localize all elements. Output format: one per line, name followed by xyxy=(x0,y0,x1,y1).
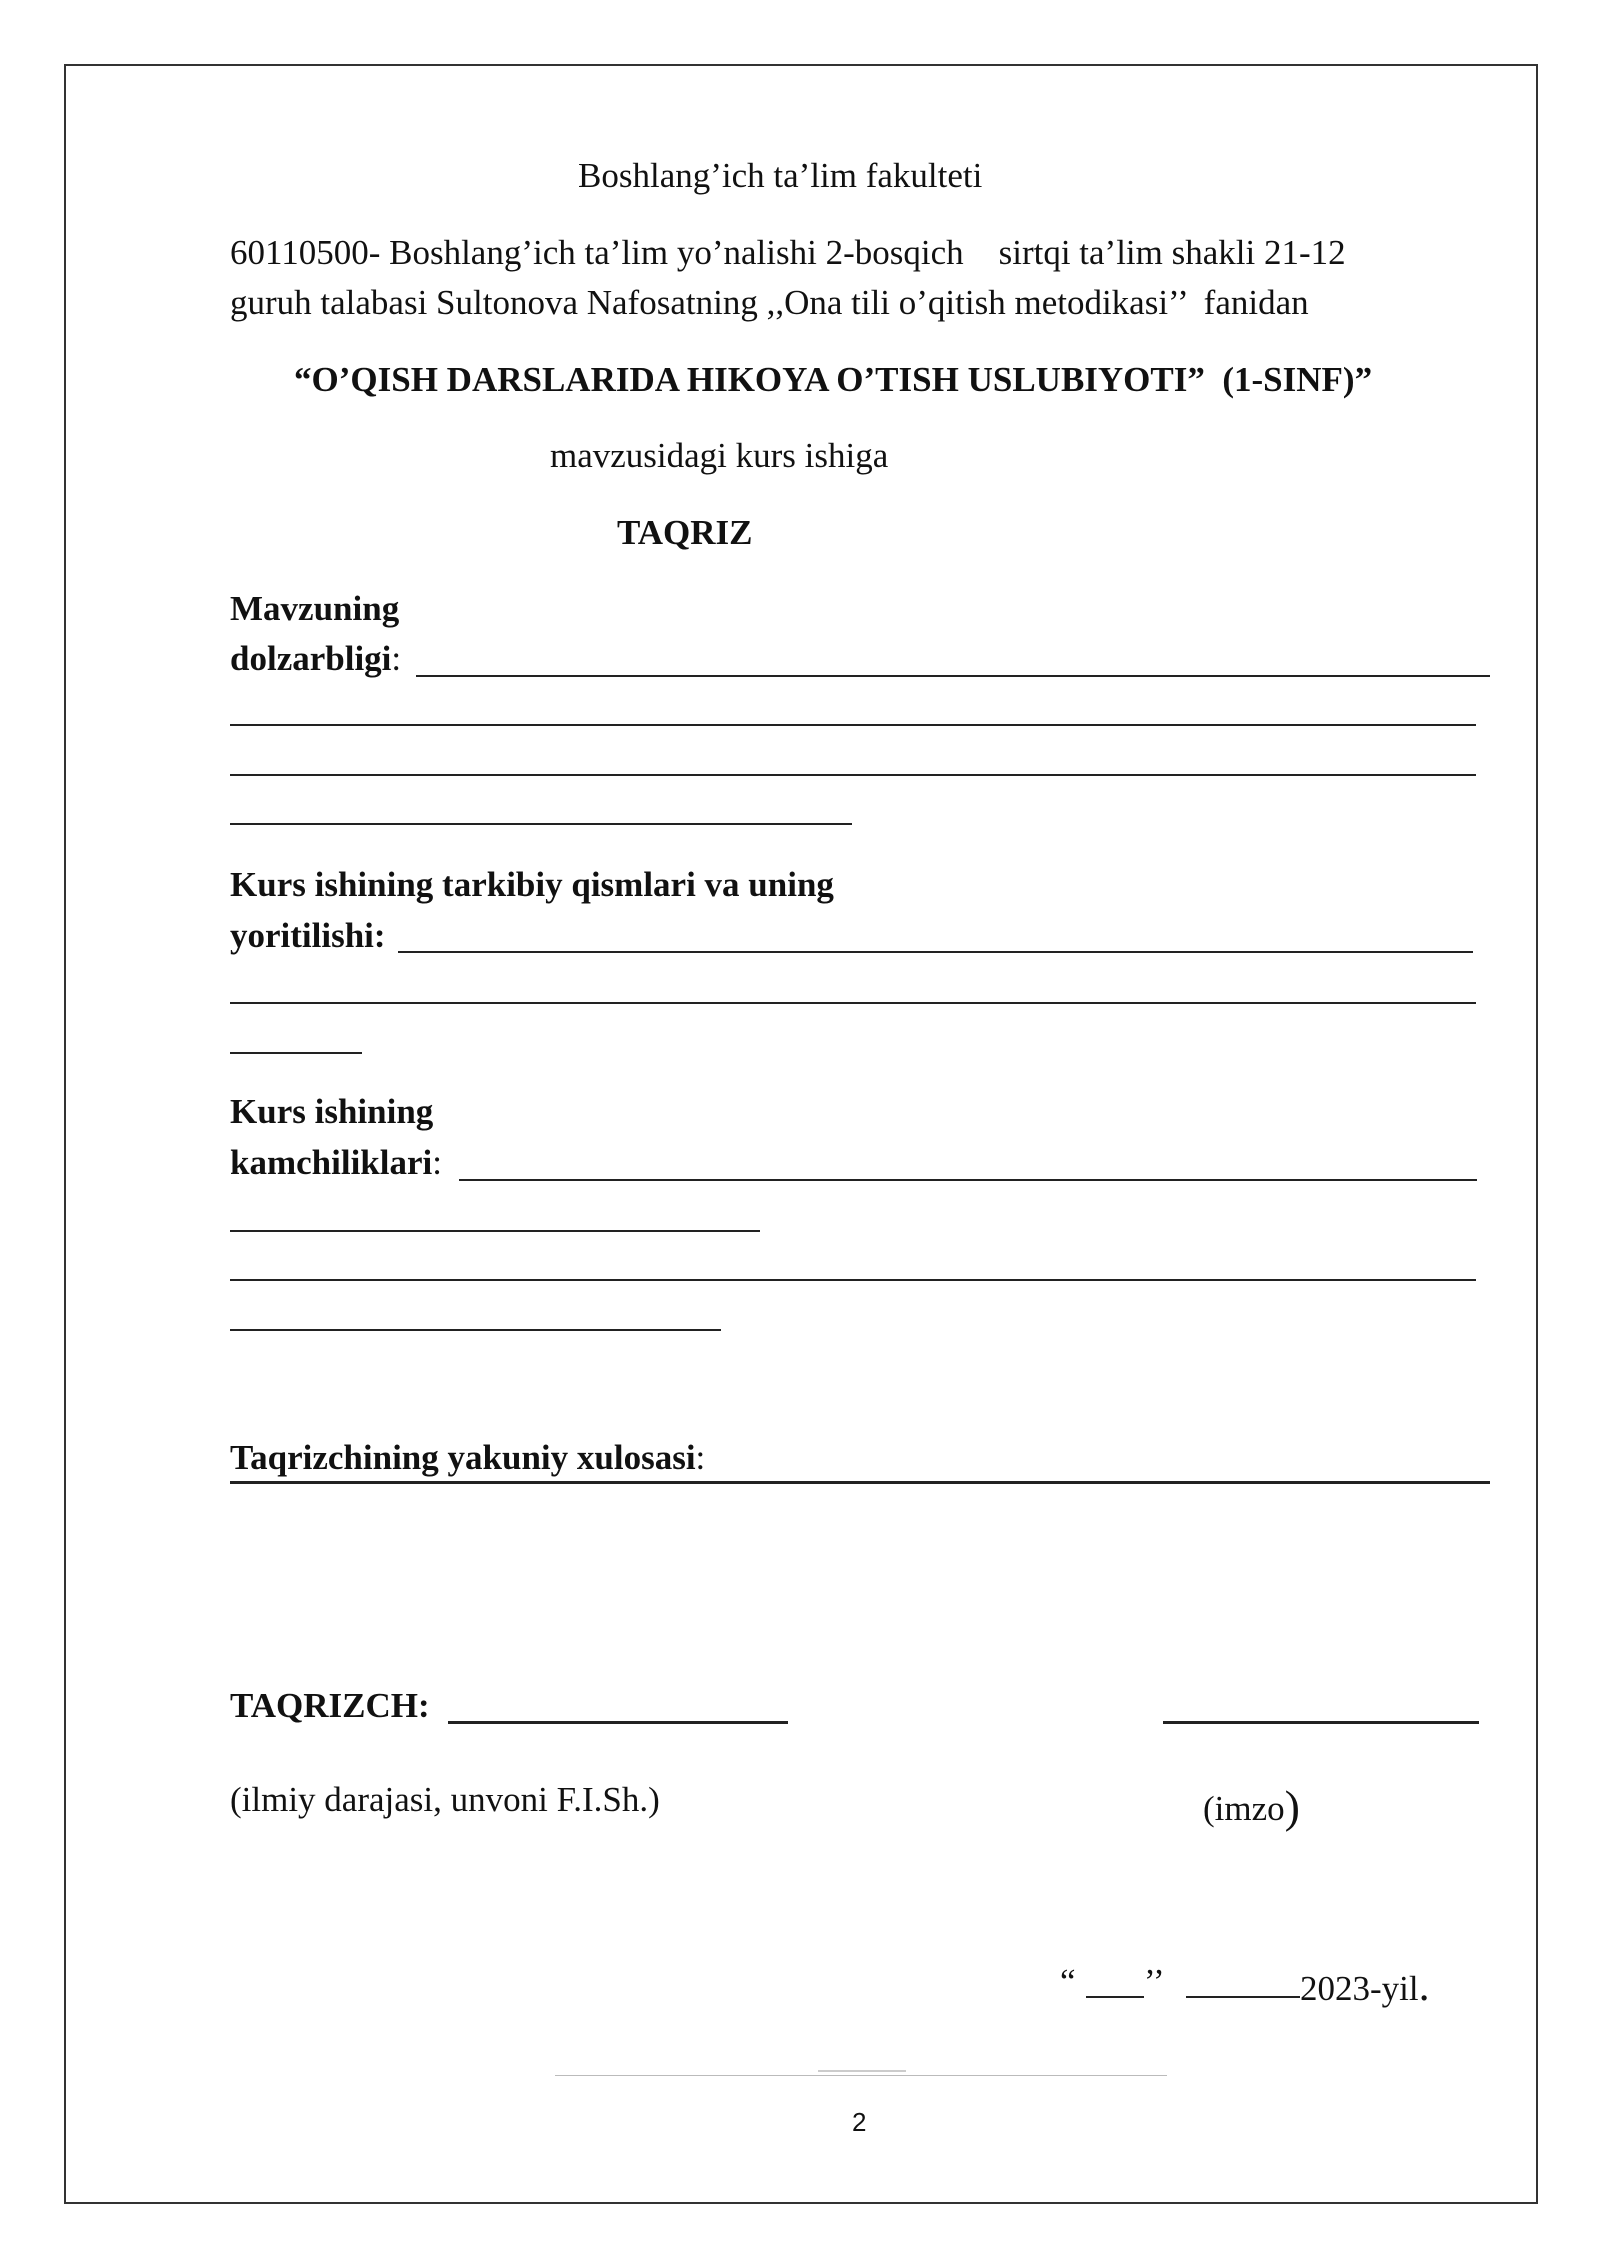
conclusion-answer-line[interactable] xyxy=(230,1481,1490,1484)
shortcomings-label-line-1: Kurs ishining xyxy=(230,1092,434,1131)
document-title: TAQRIZ xyxy=(617,513,753,552)
page-number: 2 xyxy=(852,2107,867,2137)
date-year: 2023-yil. xyxy=(1300,1961,1430,2010)
structure-label-line-1: Kurs ishining tarkibiy qismlari va uning xyxy=(230,865,834,904)
relevance-answer-line[interactable] xyxy=(230,823,852,825)
date-close-quote: ’’ xyxy=(1144,1962,1165,2001)
signature-line[interactable] xyxy=(1163,1721,1479,1724)
faculty-name: Boshlang’ich ta’lim fakulteti xyxy=(578,156,983,195)
reviewer-name-line[interactable] xyxy=(448,1721,788,1724)
relevance-answer-line[interactable] xyxy=(230,724,1476,726)
date-open-quote: “ xyxy=(1060,1962,1076,2001)
shortcomings-answer-line[interactable] xyxy=(230,1329,721,1331)
topic-title: “O’QISH DARSLARIDA HIKOYA O’TISH USLUBIYOTI” (1-SINF)” xyxy=(294,360,1373,399)
date-day-line[interactable] xyxy=(1086,1996,1144,1998)
shortcomings-answer-line[interactable] xyxy=(230,1230,760,1232)
structure-answer-line[interactable] xyxy=(230,1002,1476,1004)
student-info-line-2: guruh talabasi Sultonova Nafosatning ,,Ona tili o’qitish metodikasi’’ fanidan xyxy=(230,283,1309,322)
footer-divider xyxy=(555,2075,1167,2076)
structure-answer-line[interactable] xyxy=(398,951,1473,953)
relevance-label-line-1: Mavzuning xyxy=(230,589,400,628)
reviewer-caption: (ilmiy darajasi, unvoni F.I.Sh.) xyxy=(230,1780,660,1819)
relevance-label-line-2: dolzarbligi: xyxy=(230,639,402,678)
signature-caption: (imzo) xyxy=(1203,1781,1300,1832)
reviewer-label: TAQRIZCH: xyxy=(230,1686,430,1725)
student-info-line-1: 60110500- Boshlang’ich ta’lim yo’nalishi 2-bosqich sirtqi ta’lim shakli 21-12 xyxy=(230,233,1346,272)
relevance-answer-line[interactable] xyxy=(230,774,1476,776)
date-month-line[interactable] xyxy=(1186,1996,1300,1998)
conclusion-label: Taqrizchining yakuniy xulosasi: xyxy=(230,1438,706,1477)
relevance-answer-line[interactable] xyxy=(416,675,1490,677)
shortcomings-label-line-2: kamchiliklari: xyxy=(230,1143,442,1182)
structure-label-line-2: yoritilishi: xyxy=(230,916,386,955)
structure-answer-line[interactable] xyxy=(230,1052,362,1054)
topic-suffix: mavzusidagi kurs ishiga xyxy=(550,436,889,475)
footer-divider-mark xyxy=(818,2070,906,2072)
shortcomings-answer-line[interactable] xyxy=(459,1179,1477,1181)
shortcomings-answer-line[interactable] xyxy=(230,1279,1476,1281)
